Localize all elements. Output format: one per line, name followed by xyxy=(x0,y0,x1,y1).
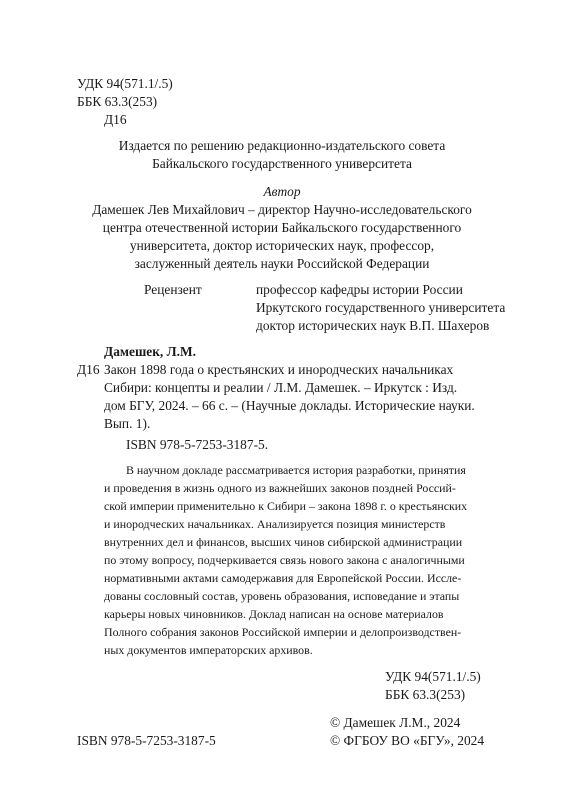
author-mark: Д16 xyxy=(104,112,127,127)
abstract-line-6: по этому вопросу, подчеркивается связь нового закона с аналогичными xyxy=(104,553,465,567)
citation-line-3: дом БГУ, 2024. – 66 с. – (Научные доклады. Исторические науки. xyxy=(104,398,475,413)
reviewer-line-3: доктор исторических наук В.П. Шахеров xyxy=(256,318,490,333)
publisher-note-line-1: Издается по решению редакционно-издательского совета xyxy=(118,138,446,153)
abstract-line-11: ных документов императорских архивов. xyxy=(104,643,313,657)
bbk-code: ББК 63.3(253) xyxy=(77,94,158,109)
footer-bbk: ББК 63.3(253) xyxy=(385,687,466,702)
copyright-publisher: © ФГБОУ ВО «БГУ», 2024 xyxy=(330,733,485,748)
citation-isbn: ISBN 978-5-7253-3187-5. xyxy=(126,437,269,452)
abstract-line-1: В научном докладе рассматривается история разработки, принятия xyxy=(126,463,466,477)
publisher-note-line-2: Байкальского государственного университета xyxy=(152,156,412,171)
citation-code: Д16 xyxy=(77,362,100,377)
citation-line-1: Закон 1898 года о крестьянских и инородческих начальниках xyxy=(104,362,454,377)
abstract-line-9: карьеры новых чиновников. Доклад написан на основе материалов xyxy=(104,607,444,621)
abstract-line-2: и проведения в жизнь одного из важнейших законов поздней Россий- xyxy=(104,481,456,495)
copyright-author: © Дамешек Л.М., 2024 xyxy=(330,715,461,730)
footer-isbn: ISBN 978-5-7253-3187-5 xyxy=(77,733,216,748)
citation-line-2: Сибири: концепты и реалии / Л.М. Дамешек. – Иркутск : Изд. xyxy=(104,380,458,395)
reviewer-line-1: профессор кафедры истории России xyxy=(256,282,463,297)
reviewer-label: Рецензент xyxy=(144,282,202,297)
citation-author: Дамешек, Л.М. xyxy=(104,344,196,359)
citation-line-4: Вып. 1). xyxy=(104,416,151,431)
abstract-line-4: и инородческих начальниках. Анализируется позиция министерств xyxy=(104,517,446,531)
author-heading: Автор xyxy=(263,184,301,199)
abstract-line-8: дованы сословный состав, уровень образования, исповедание и этапы xyxy=(104,589,460,603)
abstract-line-7: нормативными актами самодержавия для Европейской России. Иссле- xyxy=(104,571,462,585)
abstract-line-10: Полного собрания законов Российской империи и делопроизводствен- xyxy=(104,625,462,639)
author-line-4: заслуженный деятель науки Российской Федерации xyxy=(134,256,430,271)
abstract-line-5: внутренних дел и финансов, высших чинов сибирской администрации xyxy=(104,535,463,549)
udk-code: УДК 94(571.1/.5) xyxy=(77,76,173,91)
abstract-line-3: ской империи применительно к Сибири – закона 1898 г. о крестьянских xyxy=(104,499,468,513)
reviewer-line-2: Иркутского государственного университета xyxy=(256,300,506,315)
author-line-3: университета, доктор исторических наук, профессор, xyxy=(129,238,435,253)
footer-udk: УДК 94(571.1/.5) xyxy=(385,669,481,684)
author-line-2: центра отечественной истории Байкальского государственного xyxy=(102,220,462,235)
author-line-1: Дамешек Лев Михайлович – директор Научно-исследовательского xyxy=(92,202,472,217)
